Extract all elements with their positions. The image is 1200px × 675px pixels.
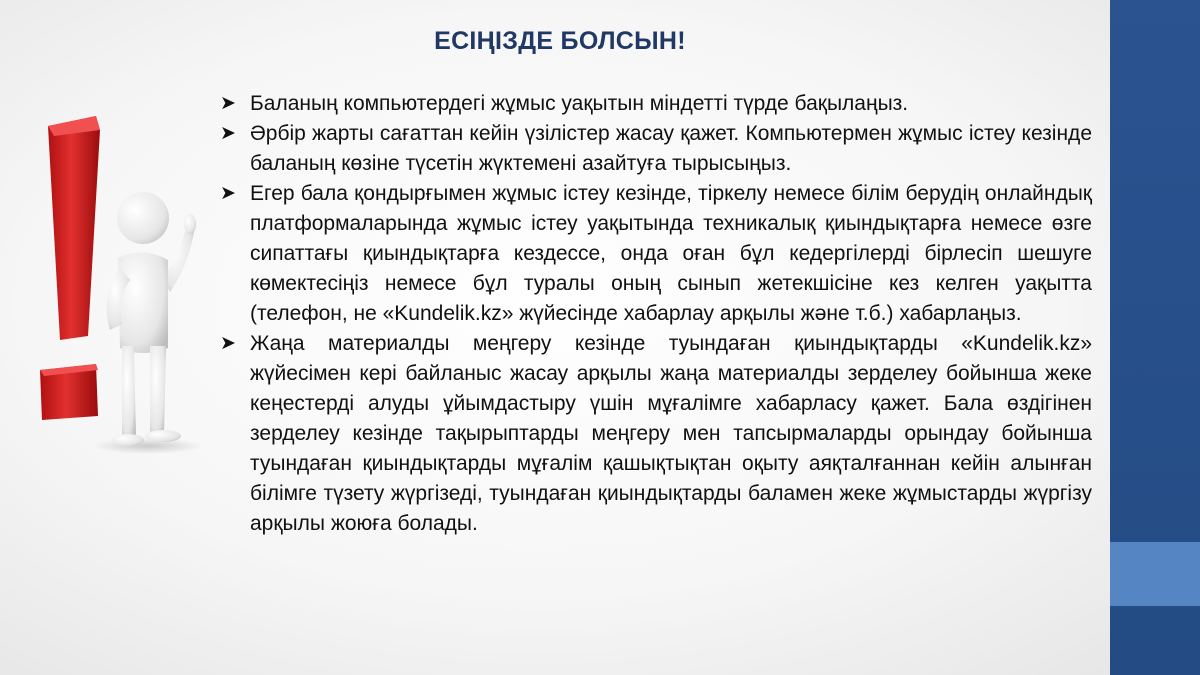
list-item [212, 89, 1092, 119]
list-item [212, 329, 1092, 539]
exclamation-mark [40, 116, 100, 420]
list-item-text: Жаңа материалды меңгеру кезінде туындаған қиындықтарды «Kundelik.kz» жүйесімен кері байланыс жасау арқылы жаңа материалды зерделеу бойынша жеке кеңестерді алуды ұйымдастыру үшін мұғалімге хабарласу қажет. Бала өздігінен зерделеу кезінде тақырыптарды меңгеру мен тапсырмаларды орындау бойынша туындаған қиындықтарды мұғалім қашықтықтан оқыту аяқталғаннан кейін алынған білімге түзету жүргізеді, туындаған қиындықтарды баламен жеке жұмыстарды жүргізу арқылы жоюға болады. [250, 332, 1092, 535]
side-panel-stripe [1110, 542, 1200, 606]
arrow-bullet-icon: ➤ [220, 333, 236, 354]
white-figure [107, 192, 196, 446]
list-item-text: Әрбір жарты сағаттан кейін үзілістер жасау қажет. Компьютермен жұмыс істеу кезінде баланың көзіне түсетін жүктемені азайтуға тырысыңыз. [250, 122, 1092, 175]
list-item [212, 179, 1092, 329]
arrow-bullet-icon: ➤ [220, 183, 236, 204]
list-item-text: Егер бала қондырғымен жұмыс істеу кезінде, тіркелу немесе білім берудің онлайндық платформаларында жұмыс істеу уақытында техникалық қиындықтарға немесе өзге сипаттағы қиындықтарға кездессе, онда оған бұл кедергілерді бірлесіп шешуге көмектесіңіз немесе бұл туралы оның сынып жетекшісіне кез келген уақытта (телефон, не «Kundelik.kz» жүйесінде хабарлау арқылы және т.б.) хабарлаңыз. [250, 182, 1092, 325]
list-item [212, 119, 1092, 179]
exclamation-figure-icon [18, 108, 218, 458]
list-item-text: Баланың компьютердегі жұмыс уақытын міндетті түрде бақылаңыз. [250, 92, 909, 115]
bullet-list [212, 89, 1092, 539]
arrow-bullet-icon: ➤ [220, 123, 236, 144]
arrow-bullet-icon: ➤ [220, 93, 236, 114]
slide-title: ЕСІҢІЗДЕ БОЛСЫН! [434, 27, 686, 55]
